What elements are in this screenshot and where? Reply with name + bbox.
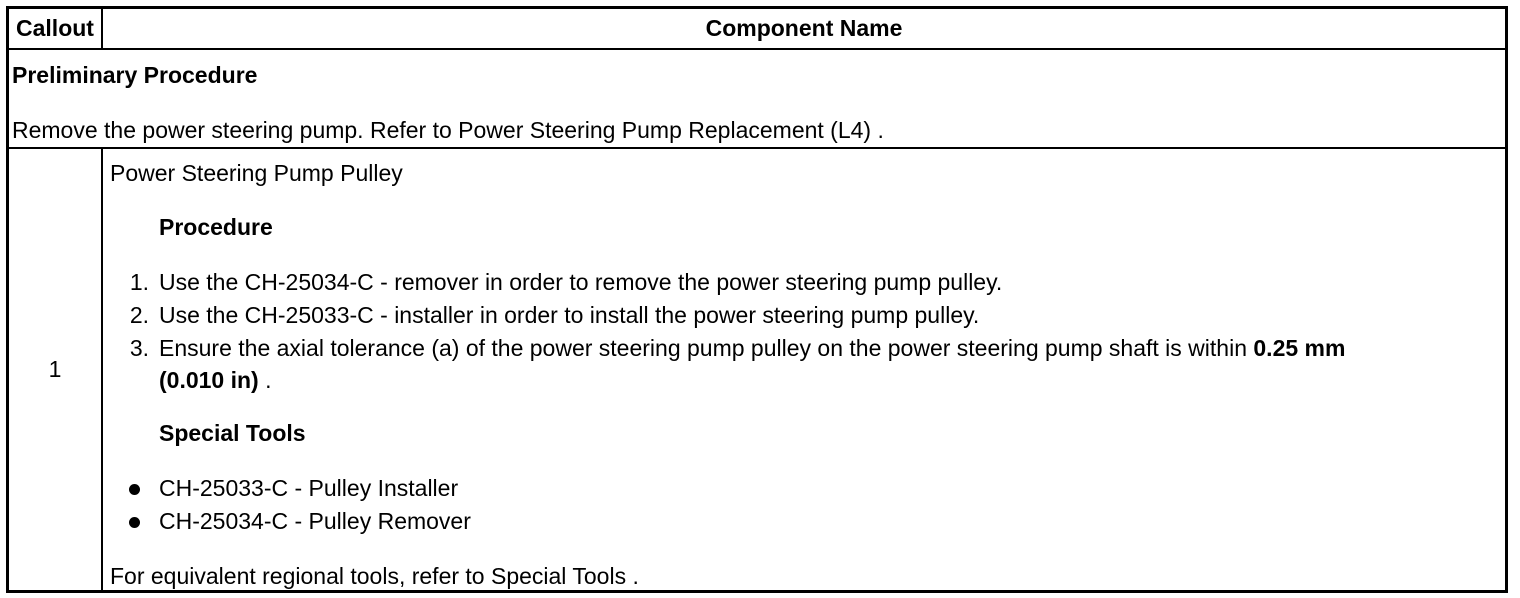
step-number: 2. — [129, 302, 149, 328]
bullet-icon — [129, 517, 140, 528]
procedure-heading: Procedure — [159, 214, 273, 240]
regional-tools-note: For equivalent regional tools, refer to Special Tools . — [110, 563, 639, 589]
step-text: Use the CH-25033-C - installer in order to install the power steering pump pulley. — [159, 302, 980, 328]
callout-number: 1 — [9, 149, 103, 590]
preliminary-procedure-row — [9, 50, 1505, 149]
bullet-icon — [129, 484, 140, 495]
list-item: CH-25034-C - Pulley Remover — [159, 508, 471, 534]
step-text-continued — [159, 369, 272, 392]
step-text: Use the CH-25034-C - remover in order to remove the power steering pump pulley. — [159, 269, 1003, 295]
special-tools-heading: Special Tools — [159, 420, 306, 446]
step-text-part: . — [258, 367, 272, 393]
step-text — [159, 337, 1345, 360]
tolerance-value-in: (0.010 in) — [159, 367, 259, 393]
callout-column-header: Callout — [9, 9, 103, 48]
table-header-row — [9, 9, 1505, 50]
tolerance-value-mm: 0.25 mm — [1253, 335, 1346, 361]
component-name: Power Steering Pump Pulley — [110, 160, 403, 186]
step-text-part: Ensure the axial tolerance (a) of the power steering pump pulley on the power steering pump shaft is within — [159, 335, 1254, 361]
list-item: CH-25033-C - Pulley Installer — [159, 475, 459, 501]
component-name-column-header: Component Name — [705, 15, 903, 41]
table-row — [9, 149, 1505, 590]
step-number: 1. — [129, 269, 149, 295]
component-details — [103, 149, 1505, 590]
step-number: 3. — [129, 335, 149, 361]
preliminary-procedure-text: Remove the power steering pump. Refer to Power Steering Pump Replacement (L4) . — [12, 117, 884, 143]
component-table — [6, 6, 1508, 593]
preliminary-procedure-title: Preliminary Procedure — [12, 62, 258, 88]
